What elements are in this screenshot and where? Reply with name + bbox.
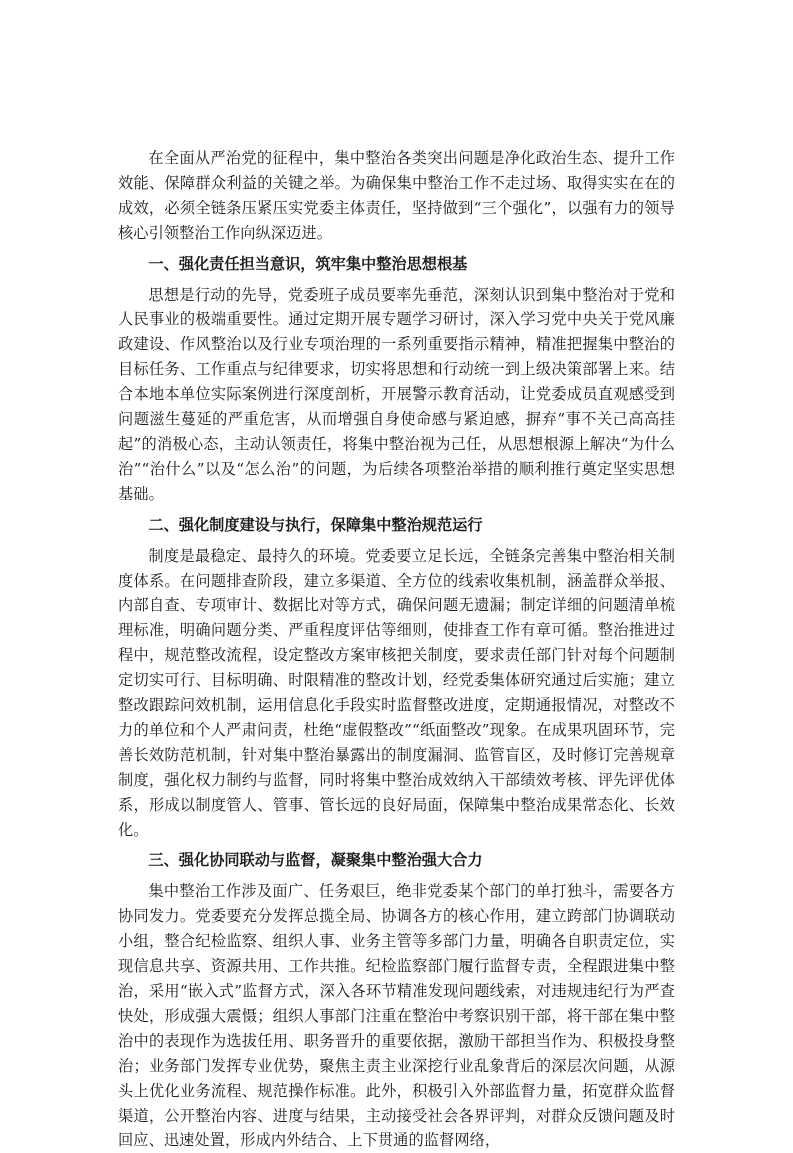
- section-1-body: 思想是行动的先导，党委班子成员要率先垂范，深刻认识到集中整治对于党和人民事业的极端重要性。通过定期开展专题学习研讨，深入学习党中央关于党风廉政建设、作风整治以及行业专项治理的一系列重要指示精神，精准把握集中整治的目标任务、工作重点与纪律要求，切实将思想和行动统一到上级决策部署上来。结合本地本单位实际案例进行深度剖析，开展警示教育活动，让党委成员直观感受到问题滋生蔓延的严重危害，从而增强自身使命感与紧迫感，摒弃“事不关己高高挂起”的消极心态，主动认领责任，将集中整治视为己任，从思想根源上解决“为什么治”“治什么”以及“怎么治”的问题，为后续各项整治举措的顺利推行奠定坚实思想基础。: [118, 285, 675, 503]
- intro-paragraph: 在全面从严治党的征程中，集中整治各类突出问题是净化政治生态、提升工作效能、保障群众利益的关键之举。为确保集中整治工作不走过场、取得实实在在的成效，必须全链条压紧压实党委主体责任，坚持做到“三个强化”，以强有力的领导核心引领整治工作向纵深迈进。: [118, 149, 675, 242]
- section-2-body: 制度是最稳定、最持久的环境。党委要立足长远，全链条完善集中整治相关制度体系。在问题排查阶段，建立多渠道、全方位的线索收集机制，涵盖群众举报、内部自查、专项审计、数据比对等方式，确保问题无遗漏；制定详细的问题清单梳理标准，明确问题分类、严重程度评估等细则，使排查工作有章可循。整治推进过程中，规范整改流程，设定整改方案审核把关制度，要求责任部门针对每个问题制定切实可行、目标明确、时限精准的整改计划，经党委集体研究通过后实施；建立整改跟踪问效机制，运用信息化手段实时监督整改进度，定期通报情况，对整改不力的单位和个人严肃问责，杜绝“虚假整改”“纸面整改”现象。在成果巩固环节，完善长效防范机制，针对集中整治暴露出的制度漏洞、监管盲区，及时修订完善规章制度，强化权力制约与监督，同时将集中整治成效纳入干部绩效考核、评先评优体系，形成以制度管人、管事、管长远的良好局面，保障集中整治成果常态化、长效化。: [118, 546, 675, 839]
- section-3-heading: 三、强化协同联动与监督，凝聚集中整治强大合力: [148, 851, 483, 870]
- section-3-body: 集中整治工作涉及面广、任务艰巨，绝非党委某个部门的单打独斗，需要各方协同发力。党委要充分发挥总揽全局、协调各方的核心作用，建立跨部门协调联动小组，整合纪检监察、组织人事、业务主管等多部门力量，明确各自职责定位，实现信息共享、资源共用、工作共推。纪检监察部门履行监督专责，全程跟进集中整治，采用“嵌入式”监督方式，深入各环节精准发现问题线索，对违规违纪行为严查快处，形成强大震慑；组织人事部门注重在整治中考察识别干部，将干部在集中整治中的表现作为选拔任用、职务晋升的重要依据，激励干部担当作为、积极投身整治；业务部门发挥专业优势，聚焦主责主业深挖行业乱象背后的深层次问题，从源头上优化业务流程、规范操作标准。此外，积极引入外部监督力量，拓宽群众监督渠道，公开整治内容、进度与结果，主动接受社会各界评判，对群众反馈问题及时回应、迅速处置，形成内外结合、上下贯通的监督网络，: [118, 882, 675, 1150]
- section-2-heading: 二、强化制度建设与执行，保障集中整治规范运行: [148, 515, 483, 534]
- section-1-heading: 一、强化责任担当意识，筑牢集中整治思想根基: [148, 254, 468, 273]
- document-page: [118, 146, 675, 1153]
